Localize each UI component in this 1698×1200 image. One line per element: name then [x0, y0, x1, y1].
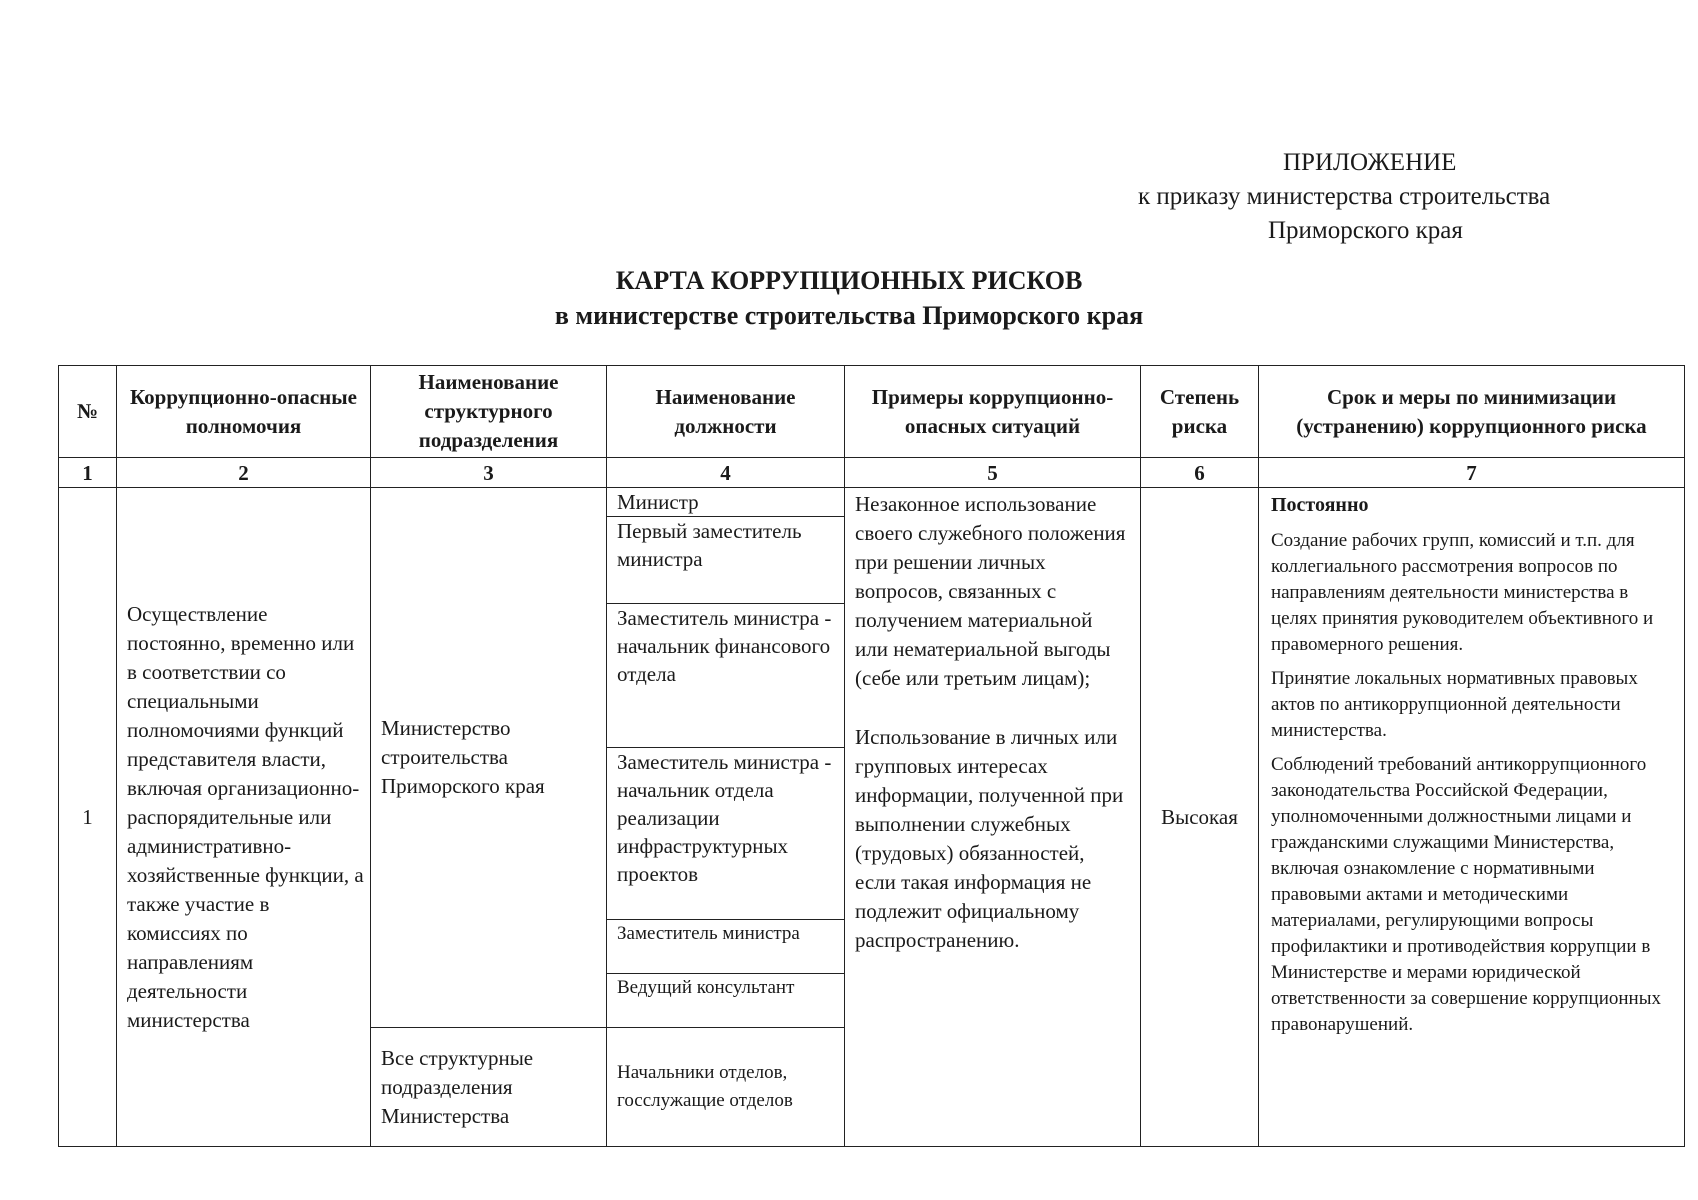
position-item: Первый заместитель министра	[607, 517, 845, 604]
appendix-title: ПРИЛОЖЕНИЕ	[1283, 149, 1457, 176]
unit-all-departments: Все структурные подразделения Министерства	[371, 1028, 607, 1147]
measures-term: Постоянно	[1271, 494, 1369, 516]
appendix-order-ref: к приказу министерства строительства	[1138, 183, 1551, 210]
risk-measures	[1259, 488, 1685, 1147]
unit-ministry: Министерство строительства Приморского края	[371, 488, 607, 1028]
situation-item: Использование в личных или групповых интересах информации, полученной при выполнении служебных (трудовых) обязанностей, если такая информация не подлежит официальному распространению.	[855, 725, 1124, 952]
column-number: 1	[59, 458, 117, 488]
corruption-powers: Осуществление постоянно, временно или в соответствии со специальными полномочиями функций представителя власти, включая организационно-распорядительные или административно-хозяйственные функции, а также участие в комиссиях по направлениям деятельности министерства	[117, 488, 371, 1147]
column-number: 3	[371, 458, 607, 488]
appendix-region: Приморского края	[1268, 217, 1463, 244]
header-situations: Примеры коррупционно-опасных ситуаций	[845, 366, 1141, 458]
position-item: Начальники отделов, госслужащие отделов	[607, 1028, 845, 1147]
position-item: Заместитель министра - начальник отдела реализации инфраструктурных проектов	[607, 748, 845, 920]
corruption-situations	[845, 488, 1141, 1147]
column-number: 2	[117, 458, 371, 488]
position-item: Заместитель министра	[607, 920, 845, 974]
situation-item: Незаконное использование своего служебного положения при решении личных вопросов, связанных с получением материальной или нематериальной выгоды (себе или третьим лицам);	[855, 492, 1126, 690]
header-position: Наименование должности	[607, 366, 845, 458]
header-unit: Наименование структурного подразделения	[371, 366, 607, 458]
column-number: 5	[845, 458, 1141, 488]
column-number: 4	[607, 458, 845, 488]
position-item: Ведущий консультант	[607, 974, 845, 1028]
measure-item: Соблюдений требований антикоррупционного законодательства Российской Федерации, уполномоченными должностными лицами и гражданскими служащими Министерства, включая ознакомление с нормативными правовыми актами и методическими материалами, регулирующими вопросы профилактики и противодействия коррупции в Министерстве и мерами юридической ответственности за совершение коррупционных правонарушений.	[1271, 754, 1661, 1035]
header-measures: Срок и меры по минимизации (устранению) коррупционного риска	[1259, 366, 1685, 458]
measure-item: Принятие локальных нормативных правовых актов по антикоррупционной деятельности министерства.	[1271, 668, 1638, 741]
document-subtitle: в министерстве строительства Приморского края	[554, 301, 1144, 330]
position-item: Министр	[607, 488, 845, 517]
header-number: №	[59, 366, 117, 458]
measure-item: Создание рабочих групп, комиссий и т.п. для коллегиального рассмотрения вопросов по направлениям деятельности министерства в целях принятия руководителем объективного и правомерного решения.	[1271, 530, 1654, 655]
risk-map-table	[58, 365, 1685, 1147]
header-powers: Коррупционно-опасные полномочия	[117, 366, 371, 458]
table-header-row	[59, 366, 1685, 458]
column-number: 6	[1141, 458, 1259, 488]
column-number: 7	[1259, 458, 1685, 488]
column-number-row	[59, 458, 1685, 488]
risk-level: Высокая	[1141, 488, 1259, 1147]
row-number: 1	[59, 488, 117, 1147]
document-title: КАРТА КОРРУПЦИОННЫХ РИСКОВ	[615, 266, 1083, 295]
header-risk: Степень риска	[1141, 366, 1259, 458]
position-item: Заместитель министра - начальник финансового отдела	[607, 604, 845, 748]
